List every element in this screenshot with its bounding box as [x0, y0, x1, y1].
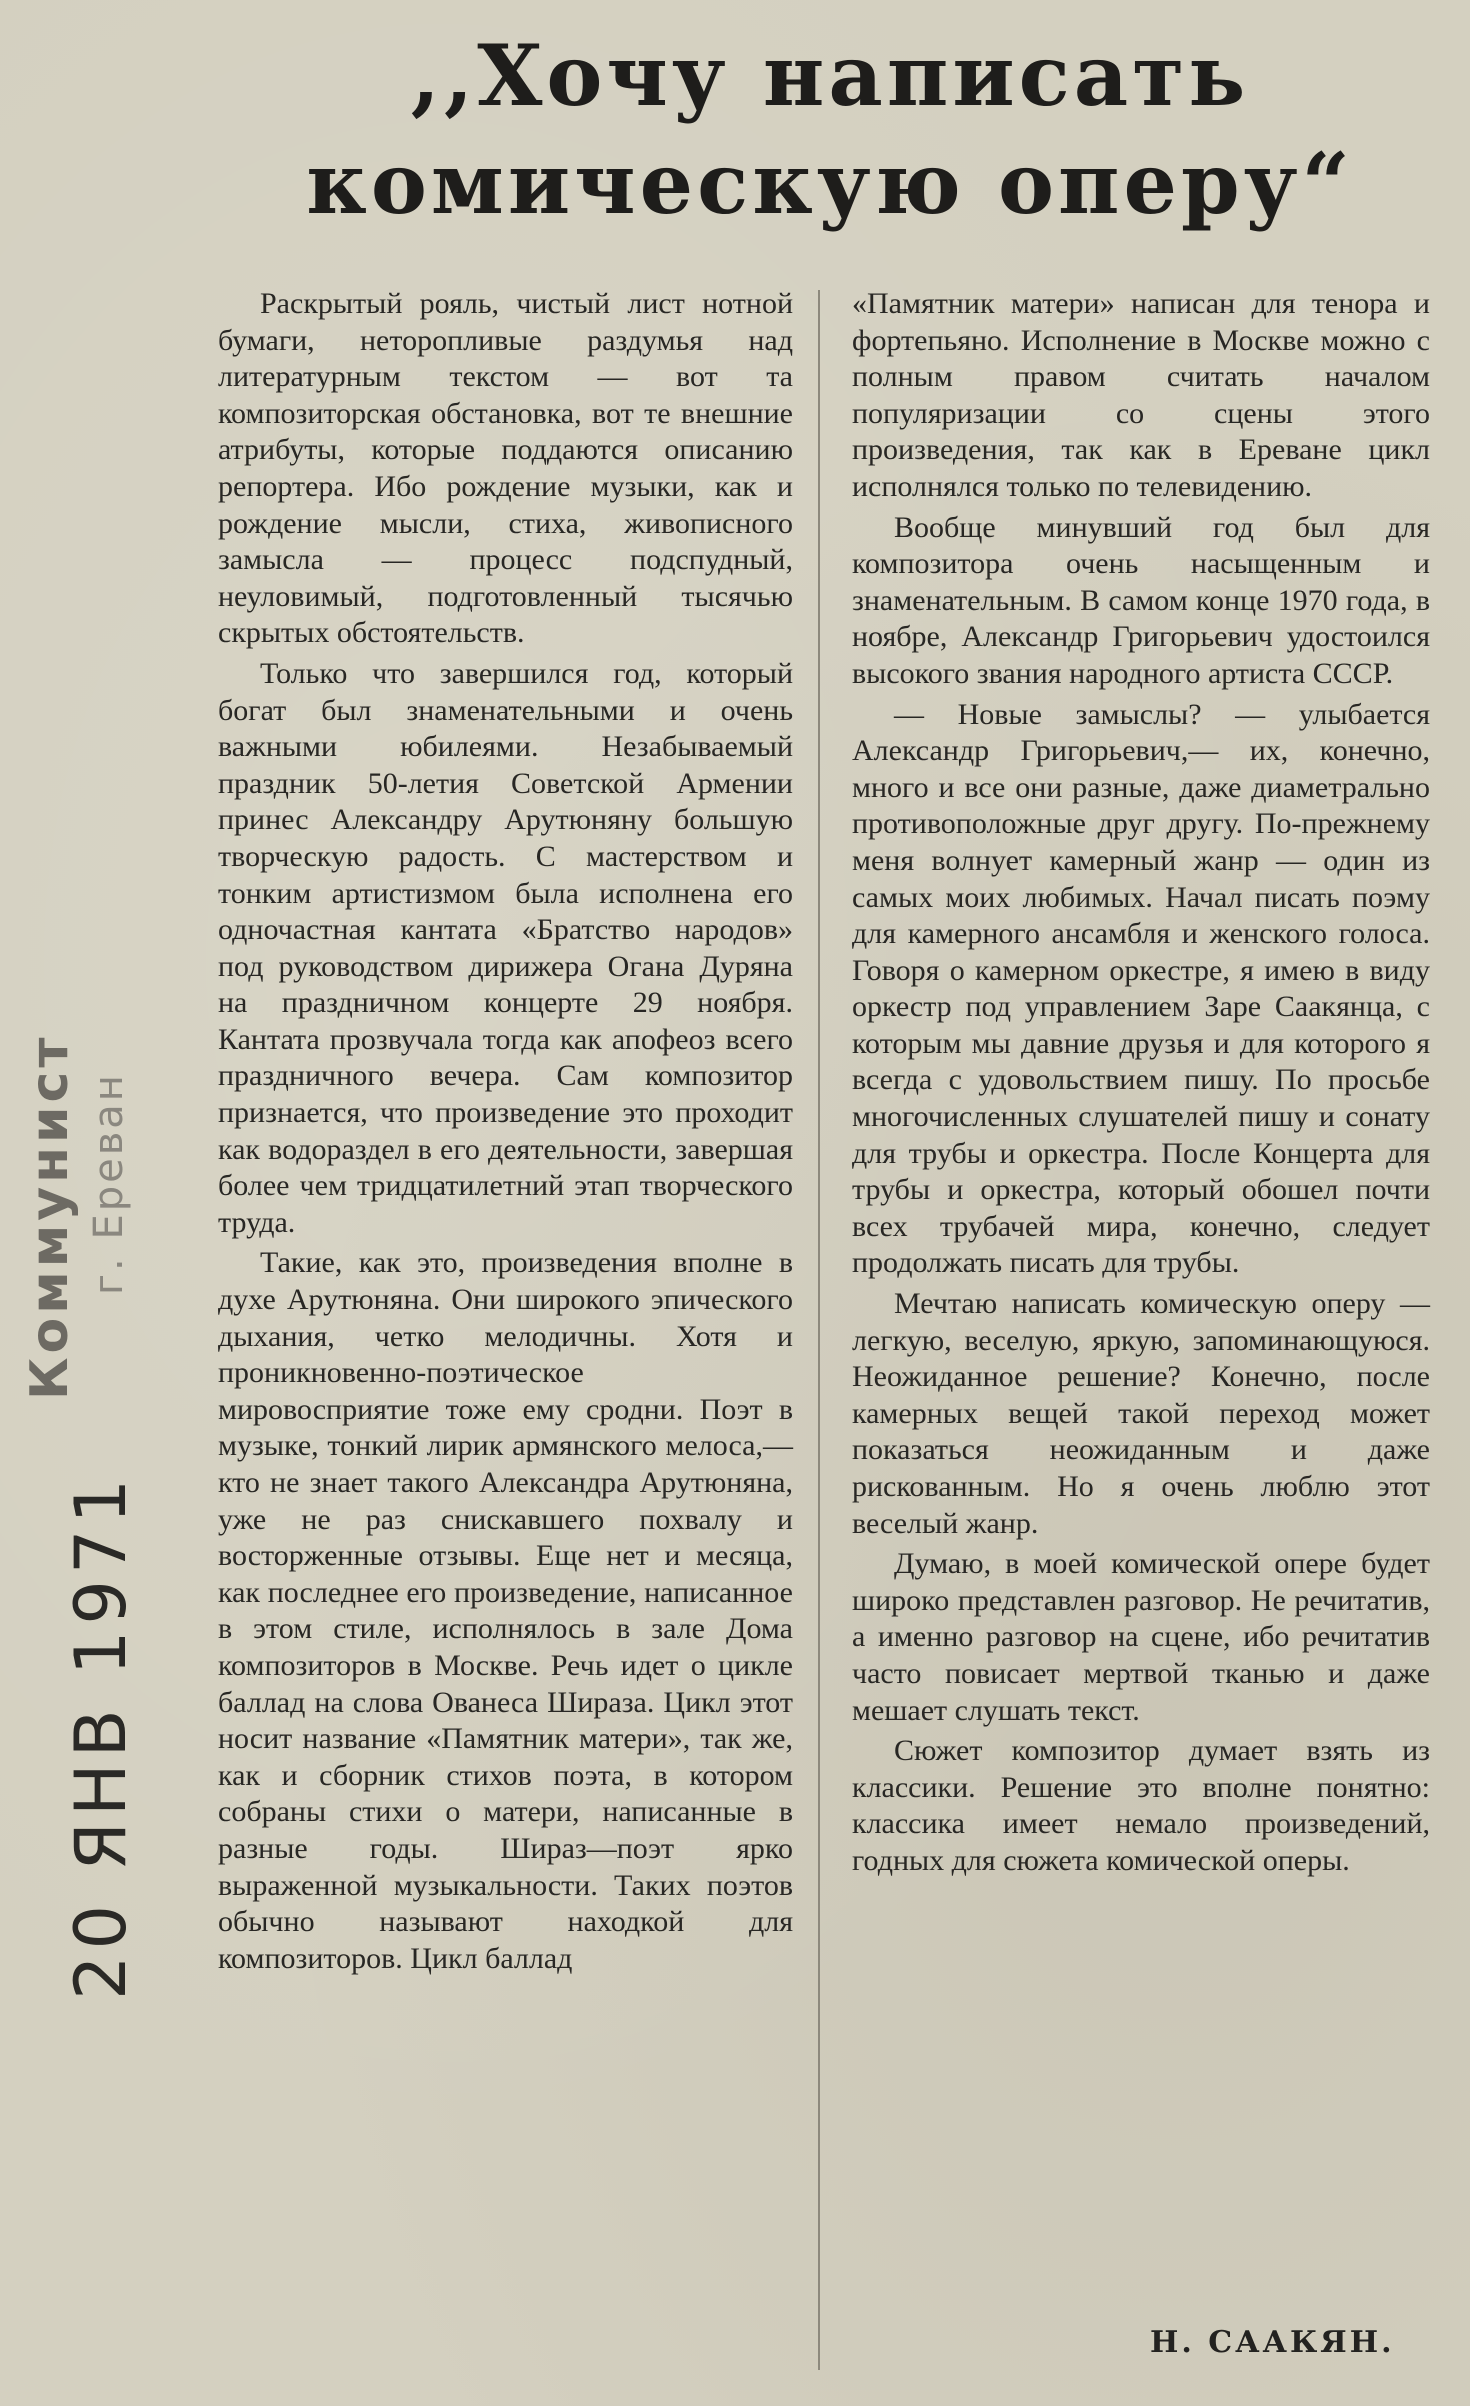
paragraph: «Памятник матери» написан для тенора и фортепьяно. Исполнение в Москве можно с полным правом считать началом популяризации со сцены этого произведения, так как в Ереване цикл исполнялся только по телевидению. [852, 287, 1430, 503]
headline-line-1: ,,Хочу написать [410, 26, 1250, 125]
paragraph: — Новые замыслы? — улыбается Александр Григорьевич,— их, конечно, много и все они разные, даже диаметрально противоположные друг другу. По-прежнему меня волнует камерный жанр — один из самых моих любимых. Начал писать поэму для камерного ансамбля и женского голоса. Говоря о камерном оркестре, я имею в виду оркестр под управлением Заре Саакянца, с которым мы давние друзья и для которого я всегда с удовольствием пишу. По просьбе многочисленных слушателей пишу и сонату для трубы и оркестра. После Концерта для трубы и оркестра, который обошел почти всех трубачей мира, конечно, следует продолжать писать для трубы. [852, 697, 1430, 1280]
author-signature: Н. СААКЯН. [1150, 2325, 1395, 2360]
paragraph: Только что завершился год, который богат был знаменательными и очень важными юбилеями. Незабываемый праздник 50-летия Советской Армении принес Александру Арутюняну большую творческую радость. С мастерством и тонким артистизмом была исполнена его одночастная кантата «Братство народов» под руководством дирижера Огана Дуряна на праздничном концерте 29 ноября. Кантата прозвучала тогда как апофеоз всего праздничного вечера. Сам композитор признается, что произведение это проходит как водораздел в его деятельности, завершая более чем тридцатилетний этап творческого труда. [218, 656, 793, 1239]
newspaper-name-stamp: Коммунист [20, 1033, 80, 1400]
paragraph: Мечтаю написать комическую оперу — легкую, веселую, яркую, запоминающуюся. Неожиданное решение? Конечно, после камерных вещей такой переход может показаться неожиданным и даже рискованным. Но я очень люблю этот веселый жанр. [852, 1287, 1430, 1540]
city-stamp: г. Ереван [86, 1072, 132, 1295]
paragraph: Такие, как это, произведения вполне в духе Арутюняна. Они широкого эпического дыхания, четко мелодичны. Хотя и проникновенно-поэтическое мировосприятие тоже ему сродни. Поэт в музыке, тонкий лирик армянского мелоса,— кто не знает такого Александра Арутюняна, уже не раз снискавшего похвалу и восторженные отзывы. Еще нет и месяца, как последнее его произведение, написанное в этом стиле, исполнялось в зале Дома композиторов в Москве. Речь идет о цикле баллад на слова Ованеса Шираза. Цикл этот носит название «Памятник матери», так же, как и сборник стихов поэта, в котором собраны стихи о матери, написанные в разные годы. Шираз—поэт ярко выраженной музыкальности. Таких поэтов обычно называют находкой для композиторов. Цикл баллад [218, 1246, 793, 1975]
article-headline [300, 22, 1360, 238]
paragraph: Сюжет композитор думает взять из классики. Решение это вполне понятно: классика имеет немало произведений, годных для сюжета комической оперы. [852, 1734, 1430, 1877]
paragraph: Думаю, в моей комической опере будет широко представлен разговор. Не речитатив, а именно разговор на сцене, ибо речитатив часто повисает мертвой тканью и даже мешает слушать текст. [852, 1547, 1430, 1727]
headline-line-2: комическую оперу“ [306, 134, 1354, 233]
right-column [852, 286, 1430, 1884]
paragraph: Раскрытый рояль, чистый лист нотной бумаги, неторопливые раздумья над литературным текстом — вот та композиторская обстановка, вот те внешние атрибуты, которые поддаются описанию репортера. Ибо рождение музыки, как и рождение мысли, стиха, живописного замысла — процесс подспудный, неуловимый, подготовленный тысячью скрытых обстоятельств. [218, 287, 793, 650]
left-column [218, 286, 793, 1981]
column-divider [818, 290, 820, 2370]
paragraph: Вообще минувший год был для композитора очень насыщенным и знаменательным. В самом конце 1970 года, в ноябре, Александр Григорьевич удостоился высокого звания народного артиста СССР. [852, 510, 1430, 690]
date-stamp: 20 ЯНВ 1971 [60, 1472, 142, 2000]
